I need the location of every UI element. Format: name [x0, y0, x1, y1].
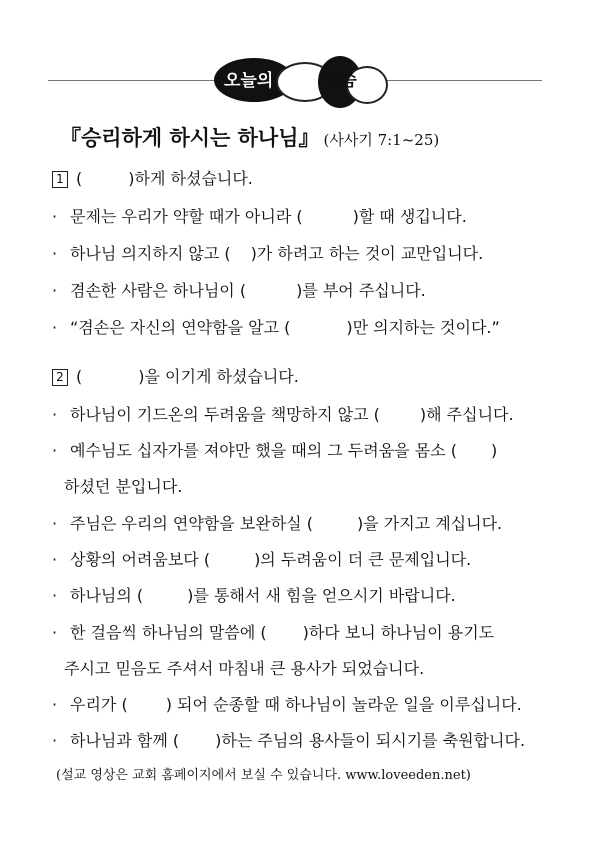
section-1-heading: 1 ( )하게 하셨습니다.: [52, 166, 253, 189]
list-item-continuation: 주시고 믿음도 주셔서 마침내 큰 용사가 되었습니다.: [64, 659, 425, 678]
list-item-continuation: 하셨던 분입니다.: [64, 477, 183, 496]
list-item: · 겸손한 사람은 하나님이 ( )를 부어 주십니다.: [52, 281, 426, 300]
section-2-heading: 2 ( )을 이기게 하셨습니다.: [52, 364, 299, 387]
title-reference: (사사기 7:1~25): [323, 131, 440, 149]
banner-logo: [212, 52, 390, 110]
title-main: 『승리하게 하시는 하나님』: [60, 126, 320, 150]
section-1-number: 1: [52, 171, 68, 188]
list-item: · “겸손은 자신의 연약함을 알고 ( )만 의지하는 것이다.”: [52, 318, 500, 337]
banner-part1: 오늘의: [224, 71, 274, 91]
list-item: · 예수님도 십자가를 져야만 했을 때의 그 두려움을 몸소 ( ): [52, 441, 498, 460]
list-item: · 하나님의 ( )를 통해서 새 힘을 얻으시기 바랍니다.: [52, 586, 456, 605]
list-item: · 우리가 ( ) 되어 순종할 때 하나님이 놀라운 일을 이루십니다.: [52, 695, 522, 714]
list-item: · 주님은 우리의 연약함을 보완하실 ( )을 가지고 계십니다.: [52, 514, 503, 533]
list-item: · 하나님 의지하지 않고 ( )가 하려고 하는 것이 교만입니다.: [52, 244, 484, 263]
sermon-title: [60, 122, 439, 152]
list-item: · 한 걸음씩 하나님의 말씀에 ( )하다 보니 하나님이 용기도: [52, 623, 495, 642]
list-item: · 문제는 우리가 약할 때가 아니라 ( )할 때 생깁니다.: [52, 207, 467, 226]
section-2-number: 2: [52, 369, 68, 386]
banner-part2: 말씀: [324, 71, 357, 91]
footer-note: (설교 영상은 교회 홈페이지에서 보실 수 있습니다. www.loveeden.net): [56, 768, 471, 783]
list-item: · 하나님이 기드온의 두려움을 책망하지 않고 ( )해 주십니다.: [52, 405, 514, 424]
list-item: · 하나님과 함께 ( )하는 주님의 용사들이 되시기를 축원합니다.: [52, 731, 526, 750]
list-item: · 상황의 어려움보다 ( )의 두려움이 더 큰 문제입니다.: [52, 550, 472, 569]
